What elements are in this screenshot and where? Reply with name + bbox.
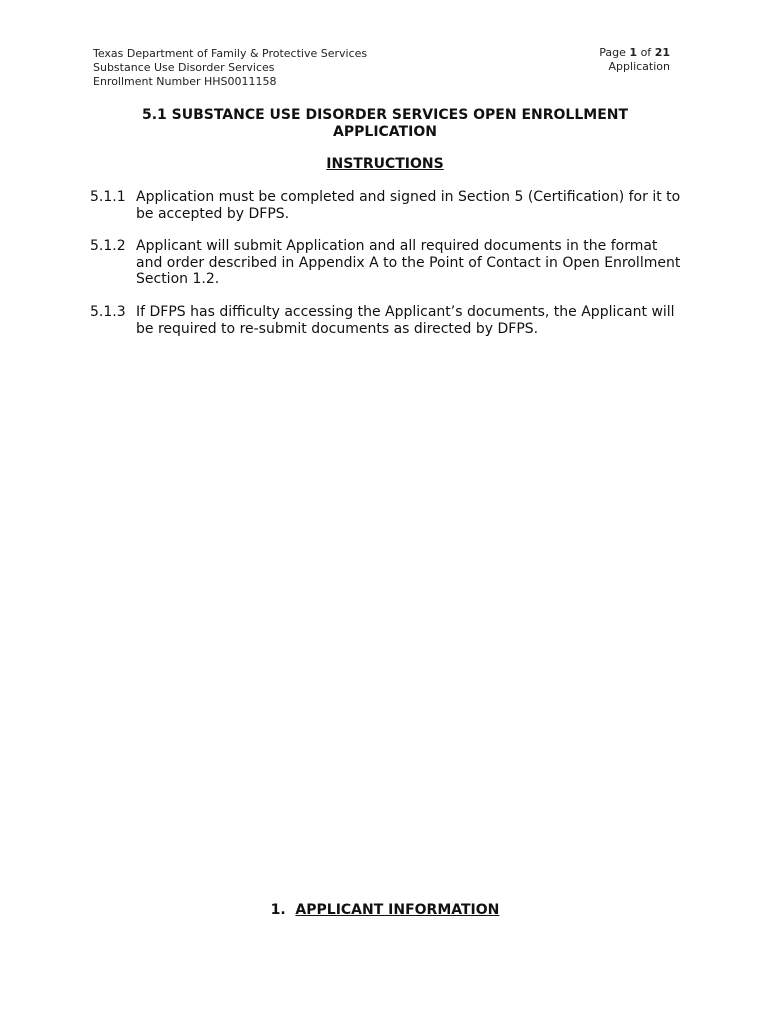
instruction-text: Applicant will submit Application and all required documents in the format and order described in Appendix A to the Point of Contact in Open Enrollment Section 1.2.	[136, 238, 681, 287]
header-program: Substance Use Disorder Services	[93, 61, 275, 74]
instruction-item	[90, 304, 682, 337]
instruction-number: 5.1.1	[90, 189, 126, 205]
instruction-item	[90, 189, 682, 222]
instruction-item	[90, 238, 682, 288]
page-prefix: Page	[599, 46, 626, 59]
page-total: 21	[654, 46, 670, 59]
instruction-text: If DFPS has difficulty accessing the Applicant’s documents, the Applicant will be required to re-submit documents as directed by DFPS.	[136, 304, 675, 337]
instruction-text: Application must be completed and signed in Section 5 (Certification) for it to be accepted by DFPS.	[136, 189, 681, 222]
document-title-line-1: 5.1 SUBSTANCE USE DISORDER SERVICES OPEN ENROLLMENT	[141, 107, 629, 123]
section-label: APPLICANT INFORMATION	[295, 902, 500, 918]
header-organization: Texas Department of Family & Protective Services	[93, 47, 368, 60]
section-number: 1.	[270, 902, 286, 918]
instruction-number: 5.1.2	[90, 238, 126, 254]
header-enrollment-number: Enrollment Number HHS0011158	[93, 75, 277, 88]
header-document-type: Application	[608, 60, 670, 73]
instruction-number: 5.1.3	[90, 304, 126, 320]
document-title-line-2: APPLICATION	[333, 124, 437, 140]
instructions-heading: INSTRUCTIONS	[326, 156, 444, 172]
document-title	[93, 107, 677, 141]
section-heading-applicant-information	[93, 902, 677, 919]
page-number	[599, 46, 670, 60]
page-of: of	[640, 46, 652, 59]
page-current: 1	[629, 46, 638, 59]
page-header-right	[599, 46, 670, 74]
page-header-left	[93, 47, 367, 89]
